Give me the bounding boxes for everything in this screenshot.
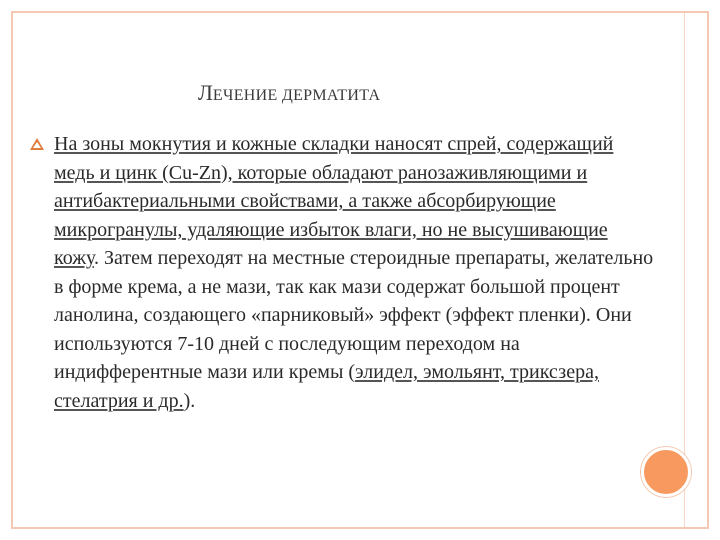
frame-inner-rule <box>684 13 685 527</box>
closing-text: ). <box>183 389 196 412</box>
underlined-text-1: На зоны мокнутия и кожные складки наносят спрей, содержащий медь и цинк (Cu-Zn), которые обладают ранозаживляющими и антибактериальными свойствами, а также абсорбирующие микрогранулы, удаляющие избыток влаги, но не высушивающие кожу <box>54 133 614 269</box>
underlined-text-2: элидел, эмольянт, триксзера, стелатрия и др. <box>54 361 599 412</box>
plain-text: . Затем переходят на местные стероидные препараты, желательно в форме крема, а не мази, так как мази содержат большой процент ланолина, создающего «парниковый» эффект (эффект пленки). Они используются 7-10 дней с последующим переходом на индифферентные мази или кремы ( <box>54 247 654 383</box>
title-initial: Л <box>198 80 213 105</box>
title-rest: ЕЧЕНИЕ ДЕРМАТИТА <box>212 87 381 104</box>
decorative-circle <box>641 447 691 497</box>
bullet-icon <box>30 138 44 150</box>
slide-title <box>198 78 380 111</box>
body-paragraph <box>54 130 654 415</box>
